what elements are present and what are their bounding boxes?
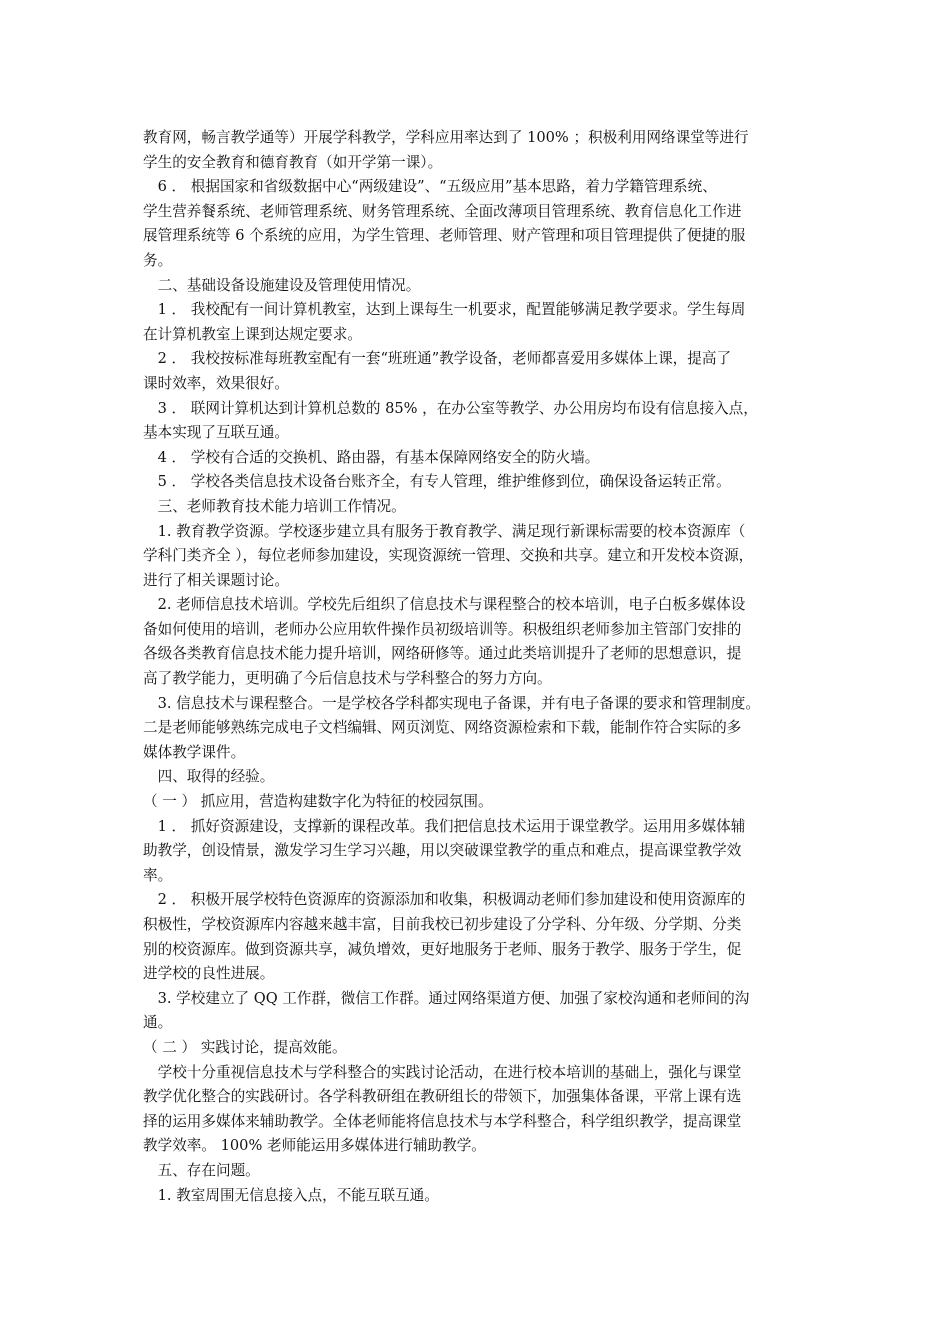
text-line: 备如何使用的培训，老师办公应用软件操作员初级培训等。积极组织老师参加主管部门安排的	[143, 620, 742, 638]
text-line: 1 ． 抓好资源建设，支撑新的课程改革。我们把信息技术运用于课堂教学。运用用多媒体辅	[143, 817, 746, 835]
text-line: 通。	[143, 1014, 173, 1032]
text-line: 进行了相关课题讨论。	[143, 571, 289, 589]
text-line: 2 ． 我校按标准每班教室配有一套“班班通”教学设备，老师都喜爱用多媒体上课，提高了	[143, 350, 732, 368]
text-line: （ 二 ） 实践讨论，提高效能。	[143, 1038, 347, 1056]
text-line: 1 ． 我校配有一间计算机教室，达到上课每生一机要求，配置能够满足教学要求。学生每周	[143, 301, 746, 319]
section-heading: 二、基础设备设施建设及管理使用情况。	[143, 276, 421, 294]
text-line: 各级各类教育信息技术能力提升培训，网络研修等。通过此类培训提升了老师的思想意识，提	[143, 645, 742, 663]
text-line: 务。	[143, 251, 173, 269]
text-line: 3 ． 联网计算机达到计算机总数的 85% ，在办公室等教学、办公用房均布设有信息接入点，	[143, 399, 758, 417]
text-line: 基本实现了互联互通。	[143, 424, 289, 442]
document-body	[143, 126, 823, 1208]
subsection-heading: 学校十分重视信息技术与学科整合的实践讨论活动，在进行校本培训的基础上，强化与课堂	[143, 1063, 742, 1081]
section-heading: 1. 教室周围无信息接入点，不能互联互通。	[143, 1186, 439, 1204]
text-line: 进学校的良性进展。	[143, 965, 275, 983]
text-line: 2 ． 积极开展学校特色资源库的资源添加和收集，积极调动老师们参加建设和使用资源库的	[143, 891, 746, 909]
text-line: 课时效率，效果很好。	[143, 374, 289, 392]
text-line: 教育网，畅言教学通等）开展学科教学，学科应用率达到了 100% ；积极利用网络课堂等进行	[143, 129, 749, 146]
text-line: 4 ． 学校有合适的交换机、路由器，有基本保障网络安全的防火墙。	[143, 448, 600, 466]
section-heading: 三、老师教育技术能力培训工作情况。	[143, 497, 406, 515]
text-line: 2. 老师信息技术培训。学校先后组织了信息技术与课程整合的校本培训，电子白板多媒体设	[143, 596, 746, 614]
text-line: 学科门类齐全 ），每位老师参加建设，实现资源统一管理、交换和共享。建立和开发校本资源，	[143, 547, 754, 565]
subsection-heading: （ 一 ） 抓应用，营造构建数字化为特征的校园氛围。	[143, 793, 493, 811]
text-line: 积极性，学校资源库内容越来越丰富，目前我校已初步建设了分学科、分年级、分学期、分类	[143, 916, 742, 933]
text-line: 学生营养餐系统、老师管理系统、财务管理系统、全面改薄项目管理系统、教育信息化工作进	[143, 202, 742, 220]
text-line: 在计算机教室上课到达规定要求。	[143, 325, 362, 343]
text-line: 3. 学校建立了 QQ 工作群，微信工作群。通过网络渠道方便、加强了家校沟通和老师间的沟	[143, 989, 750, 1007]
section-heading: 四、取得的经验。	[143, 768, 275, 786]
text-line: 教学效率。 100% 老师能运用多媒体进行辅助教学。	[143, 1137, 486, 1155]
text-line: 二是老师能够熟练完成电子文档编辑、网页浏览、网络资源检索和下载，能制作符合实际的多	[143, 719, 742, 737]
text-line: 五、存在问题。	[143, 1161, 260, 1179]
text-line: 教学优化整合的实践研讨。各学科教研组在教研组长的带领下，加强集体备课，平常上课有选	[143, 1088, 742, 1106]
text-line: 1. 教育教学资源。学校逐步建立具有服务于教育教学、满足现行新课标需要的校本资源库（	[143, 522, 746, 540]
text-line: 学生的安全教育和德育教育（如开学第一课）。	[143, 153, 443, 171]
text-line: 3. 信息技术与课程整合。一是学校各学科都实现电子备课，并有电子备课的要求和管理制度。	[143, 694, 760, 712]
text-line: 别的校资源库。做到资源共享，减负增效，更好地服务于老师、服务于教学、服务于学生，促	[143, 940, 742, 958]
text-line: 率。	[143, 866, 173, 884]
text-line: 6 ． 根据国家和省级数据中心“两级建设”、“五级应用”基本思路，着力学籍管理系统、	[143, 178, 717, 196]
text-line: 5 ． 学校各类信息技术设备台账齐全，有专人管理，维护维修到位，确保设备运转正常。	[143, 473, 731, 491]
text-line: 助教学，创设情景，激发学习生学习兴趣，用以突破课堂教学的重点和难点，提高课堂教学效	[143, 842, 742, 860]
text-line: 高了教学能力，更明确了今后信息技术与学科整合的努力方向。	[143, 670, 552, 688]
text-line: 展管理系统等 6 个系统的应用，为学生管理、老师管理、财产管理和项目管理提供了便捷的服	[143, 227, 746, 245]
text-line: 媒体教学课件。	[143, 743, 246, 761]
text-line: 择的运用多媒体来辅助教学。全体老师能将信息技术与本学科整合，科学组织教学，提高课堂	[143, 1112, 742, 1130]
